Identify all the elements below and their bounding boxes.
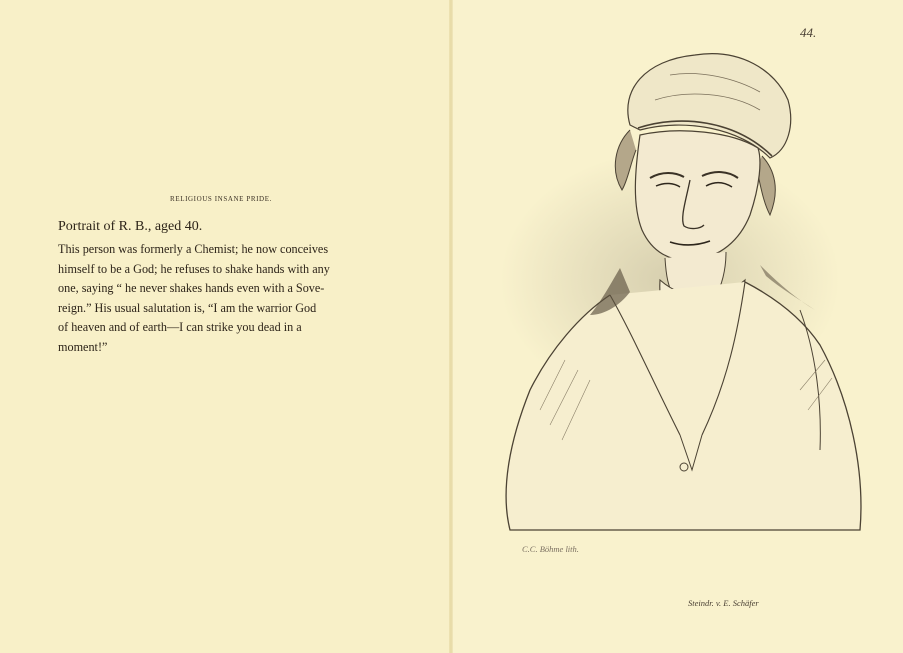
left-page bbox=[0, 0, 451, 653]
page-number: 44. bbox=[800, 25, 817, 40]
text-line: one, saying “ he never shakes hands even with a Sove- bbox=[58, 281, 325, 295]
printer-credit: Steindr. v. E. Schäfer bbox=[688, 598, 759, 608]
plate-heading: RELIGIOUS INSANE PRIDE. bbox=[170, 195, 272, 203]
text-line: This person was formerly a Chemist; he now conceives bbox=[58, 242, 329, 256]
artist-credit: C.C. Böhme lith. bbox=[522, 544, 579, 554]
text-line: himself to be a God; he refuses to shake hands with any bbox=[58, 261, 330, 276]
text-line: reign.” His usual salutation is, “I am the warrior God bbox=[58, 300, 317, 315]
portrait-lithograph bbox=[470, 30, 890, 540]
portrait-caption: Portrait of R. B., aged 40. bbox=[58, 219, 203, 234]
text-line: moment!” bbox=[58, 339, 108, 354]
text-line: of heaven and of earth—I can strike you dead in a bbox=[58, 320, 302, 334]
case-description bbox=[58, 240, 384, 357]
